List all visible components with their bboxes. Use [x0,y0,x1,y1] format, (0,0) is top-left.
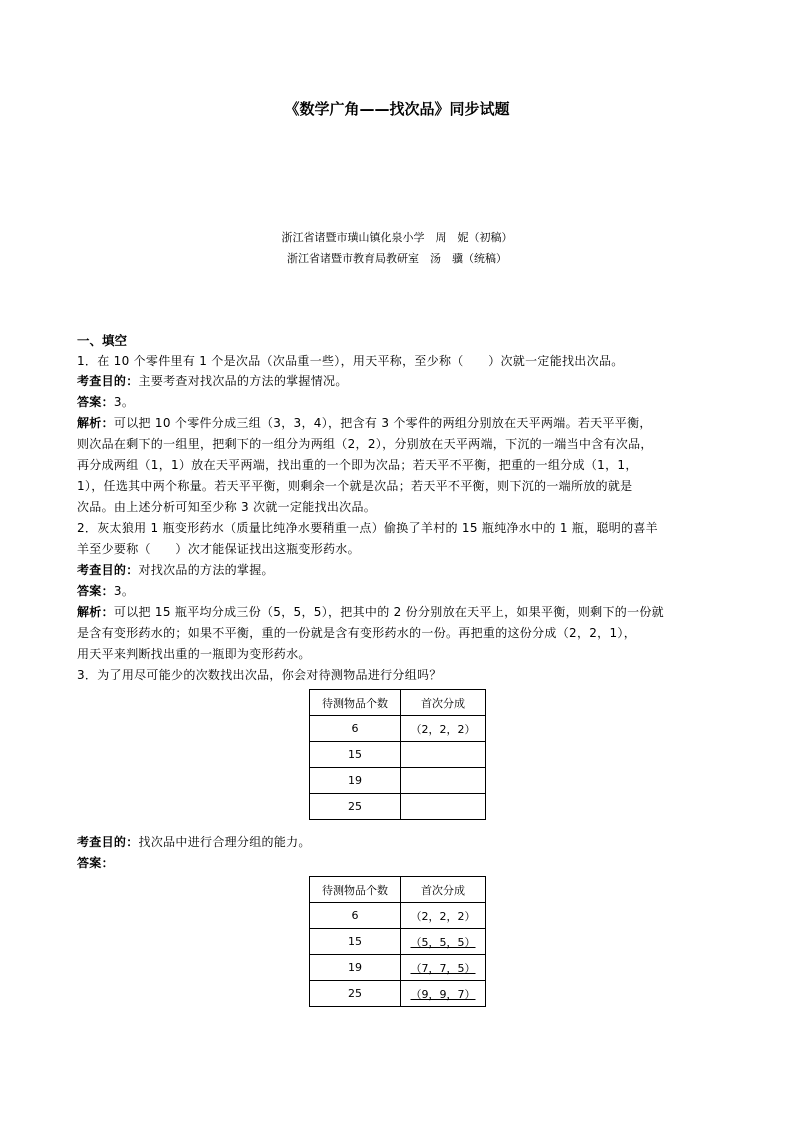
q3-answer-table [309,876,486,1007]
q1-answer-label: 答案： [77,395,114,409]
section-heading: 一、填空 [77,333,128,348]
author-line-2: 浙江省诸暨市教育局教研室 汤 骥（统稿） [287,252,507,265]
q2-answer [77,581,134,601]
q1-analysis-line: 再分成两组（1，1）放在天平两端，找出重的一个即为次品；若天平不平衡，把重的一组分成（1，1， [77,458,638,472]
q3-question: 3．为了用尽可能少的次数找出次品，你会对待测物品进行分组吗？ [77,668,442,682]
q1-analysis-line: 次品。由上述分析可知至少称 3 次就一定能找出次品。 [77,500,377,514]
table-header-cell: 首次分成 [401,690,486,716]
q2-purpose-text: 对找次品的方法的掌握。 [138,563,274,577]
table-cell-answer: （9，9，7） [401,981,486,1007]
q2-analysis-line [77,602,664,622]
q3-answer [77,853,114,873]
table-row [310,742,486,768]
page-title: 《数学广角——找次品》同步试题 [284,100,510,118]
q2-question-line: 2．灰太狼用 1 瓶变形药水（质量比纯净水要稍重一点）偷换了羊村的 15 瓶纯净水中的 1 瓶，聪明的喜羊 [77,521,658,535]
q1-analysis-label: 解析： [77,416,114,430]
table-row [310,768,486,794]
table-row [310,955,486,981]
table-cell: （2，2，2） [401,903,486,929]
q2-question-line: 羊至少要称（ ）次才能保证找出这瓶变形药水。 [77,542,360,556]
table-row [310,794,486,820]
table-row [310,981,486,1007]
q3-answer-label: 答案： [77,856,114,870]
q1-analysis-text: 可以把 10 个零件分成三组（3，3，4），把含有 3 个零件的两组分别放在天平两端。若天平平衡， [113,416,652,430]
q1-purpose [77,371,348,391]
table-cell: 25 [310,794,401,820]
table-cell: 25 [310,981,401,1007]
q2-purpose-label: 考查目的： [77,563,139,577]
table-cell-blank[interactable] [401,742,486,768]
table-cell: 15 [310,929,401,955]
table-cell: （2，2，2） [401,716,486,742]
table-row [310,716,486,742]
table-cell-blank[interactable] [401,794,486,820]
table-cell-answer: （7，7，5） [401,955,486,981]
q2-purpose [77,560,274,580]
table-header-cell: 待测物品个数 [310,877,401,903]
table-row [310,903,486,929]
q3-purpose [77,832,311,852]
q2-answer-label: 答案： [77,584,114,598]
table-cell: 6 [310,716,401,742]
q2-answer-text: 3。 [113,584,135,598]
q1-purpose-text: 主要考查对找次品的方法的掌握情况。 [138,374,348,388]
table-header-cell: 首次分成 [401,877,486,903]
q1-answer [77,392,134,412]
q2-analysis-line: 是含有变形药水的；如果不平衡，重的一份就是含有变形药水的一份。再把重的这份分成（2，2，1）， [77,626,637,640]
q2-analysis-text: 可以把 15 瓶平均分成三份（5，5，5），把其中的 2 份分别放在天平上，如果平衡，则剩下的一份就 [113,605,664,619]
table-cell-blank[interactable] [401,768,486,794]
q3-purpose-text: 找次品中进行合理分组的能力。 [138,835,311,849]
q1-analysis-line: 1），任选其中两个称量。若天平平衡，则剩余一个就是次品；若天平不平衡，则下沉的一端所放的就是 [77,479,633,493]
q1-purpose-label: 考查目的： [77,374,139,388]
author-line-1: 浙江省诸暨市璜山镇化泉小学 周 妮（初稿） [281,231,513,244]
table-header-row [310,877,486,903]
q2-analysis-line: 用天平来判断找出重的一瓶即为变形药水。 [77,647,311,661]
table-cell: 6 [310,903,401,929]
table-cell: 19 [310,955,401,981]
table-cell-answer: （5，5，5） [401,929,486,955]
q1-question: 1．在 10 个零件里有 1 个是次品（次品重一些），用天平称，至少称（ ）次就一定能找出次品。 [77,354,624,368]
q2-analysis-label: 解析： [77,605,114,619]
table-header-row [310,690,486,716]
table-cell: 19 [310,768,401,794]
q1-analysis-line: 则次品在剩下的一组里，把剩下的一组分为两组（2，2），分别放在天平两端，下沉的一端当中含有次品， [77,437,653,451]
q1-answer-text: 3。 [113,395,135,409]
table-header-cell: 待测物品个数 [310,690,401,716]
q1-analysis-line [77,413,652,433]
table-row [310,929,486,955]
q3-purpose-label: 考查目的： [77,835,139,849]
q3-question-table [309,689,486,820]
table-cell: 15 [310,742,401,768]
